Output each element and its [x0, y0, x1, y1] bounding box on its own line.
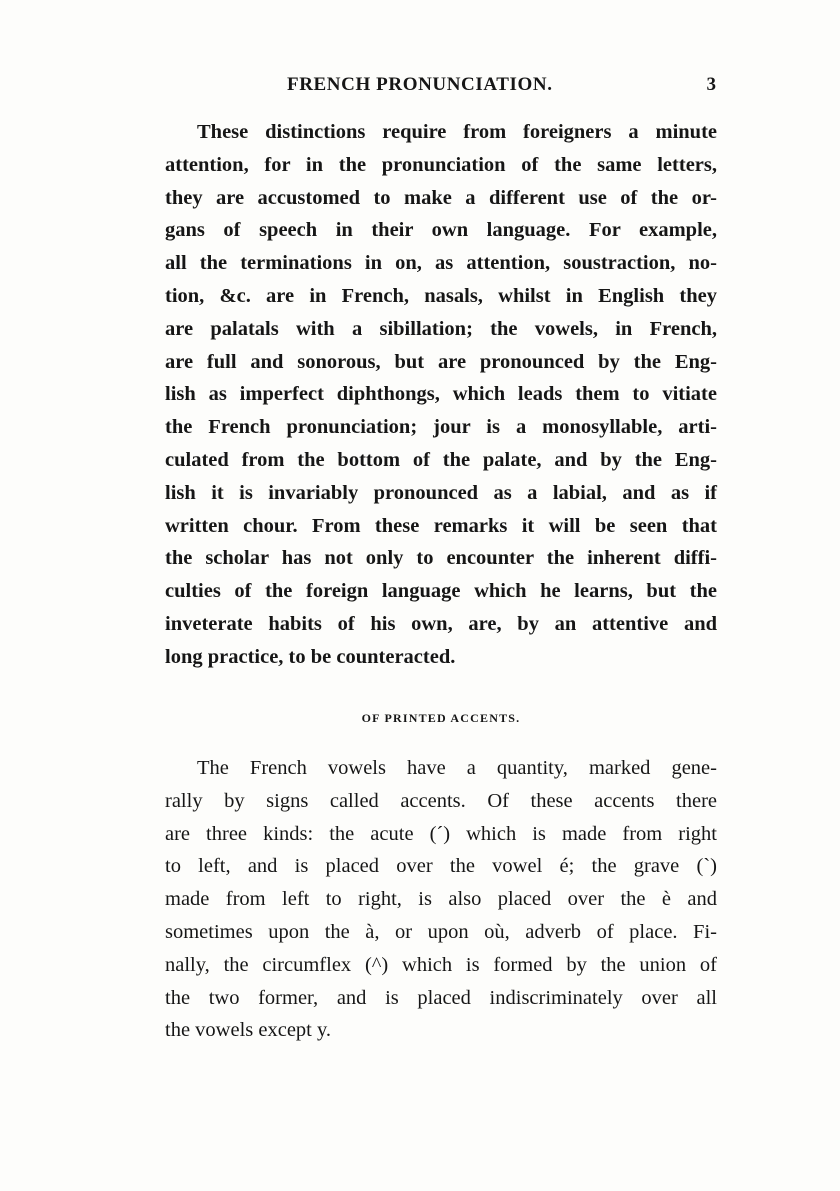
text-line: made from left to right, is also placed over the è and: [165, 888, 717, 911]
text-line: culated from the bottom of the palate, and by the Eng-: [165, 448, 717, 471]
text-line: long practice, to be counteracted.: [165, 645, 456, 668]
text-line: are full and sonorous, but are pronounced by the Eng-: [165, 350, 717, 373]
paragraph-accents: [165, 752, 717, 1047]
text-line: inveterate habits of his own, are, by an attentive and: [165, 612, 717, 635]
text-line: lish as imperfect diphthongs, which leads them to vitiate: [165, 383, 717, 406]
text-line: all the terminations in on, as attention, soustraction, no-: [165, 252, 717, 275]
running-title: FRENCH PRONUNCIATION.: [287, 74, 553, 95]
text-line: are three kinds: the acute (´) which is made from right: [165, 822, 717, 845]
text-line: culties of the foreign language which he learns, but the: [165, 580, 717, 603]
text-line: These distinctions require from foreigners a minute: [197, 121, 717, 143]
text-line: the vowels except y.: [165, 1019, 332, 1042]
text-line: tion, &c. are in French, nasals, whilst in English they: [165, 284, 717, 307]
text-line: attention, for in the pronunciation of the same letters,: [165, 153, 717, 176]
page-header: [165, 74, 720, 104]
text-line: rally by signs called accents. Of these accents there: [165, 789, 717, 812]
text-line: gans of speech in their own language. For example,: [165, 219, 717, 242]
page-number: 3: [706, 74, 716, 95]
text-line: The French vowels have a quantity, marked gene-: [197, 757, 717, 779]
text-line: lish it is invariably pronounced as a labial, and as if: [165, 481, 717, 504]
text-line: the scholar has not only to encounter the inherent diffi-: [165, 547, 717, 570]
section-heading: OF PRINTED ACCENTS.: [361, 711, 521, 725]
text-line: to left, and is placed over the vowel é; the grave (`): [165, 855, 717, 878]
text-line: they are accustomed to make a different use of the or-: [165, 186, 717, 209]
text-line: nally, the circumflex (^) which is formed by the union of: [165, 953, 717, 976]
paragraph-distinctions: [165, 116, 717, 674]
text-line: are palatals with a sibillation; the vowels, in French,: [165, 317, 717, 340]
text-line: written chour. From these remarks it will be seen that: [165, 514, 717, 537]
text-line: sometimes upon the à, or upon où, adverb of place. Fi-: [165, 920, 717, 943]
text-line: the two former, and is placed indiscriminately over all: [165, 986, 717, 1009]
text-line: the French pronunciation; jour is a monosyllable, arti-: [165, 416, 717, 439]
